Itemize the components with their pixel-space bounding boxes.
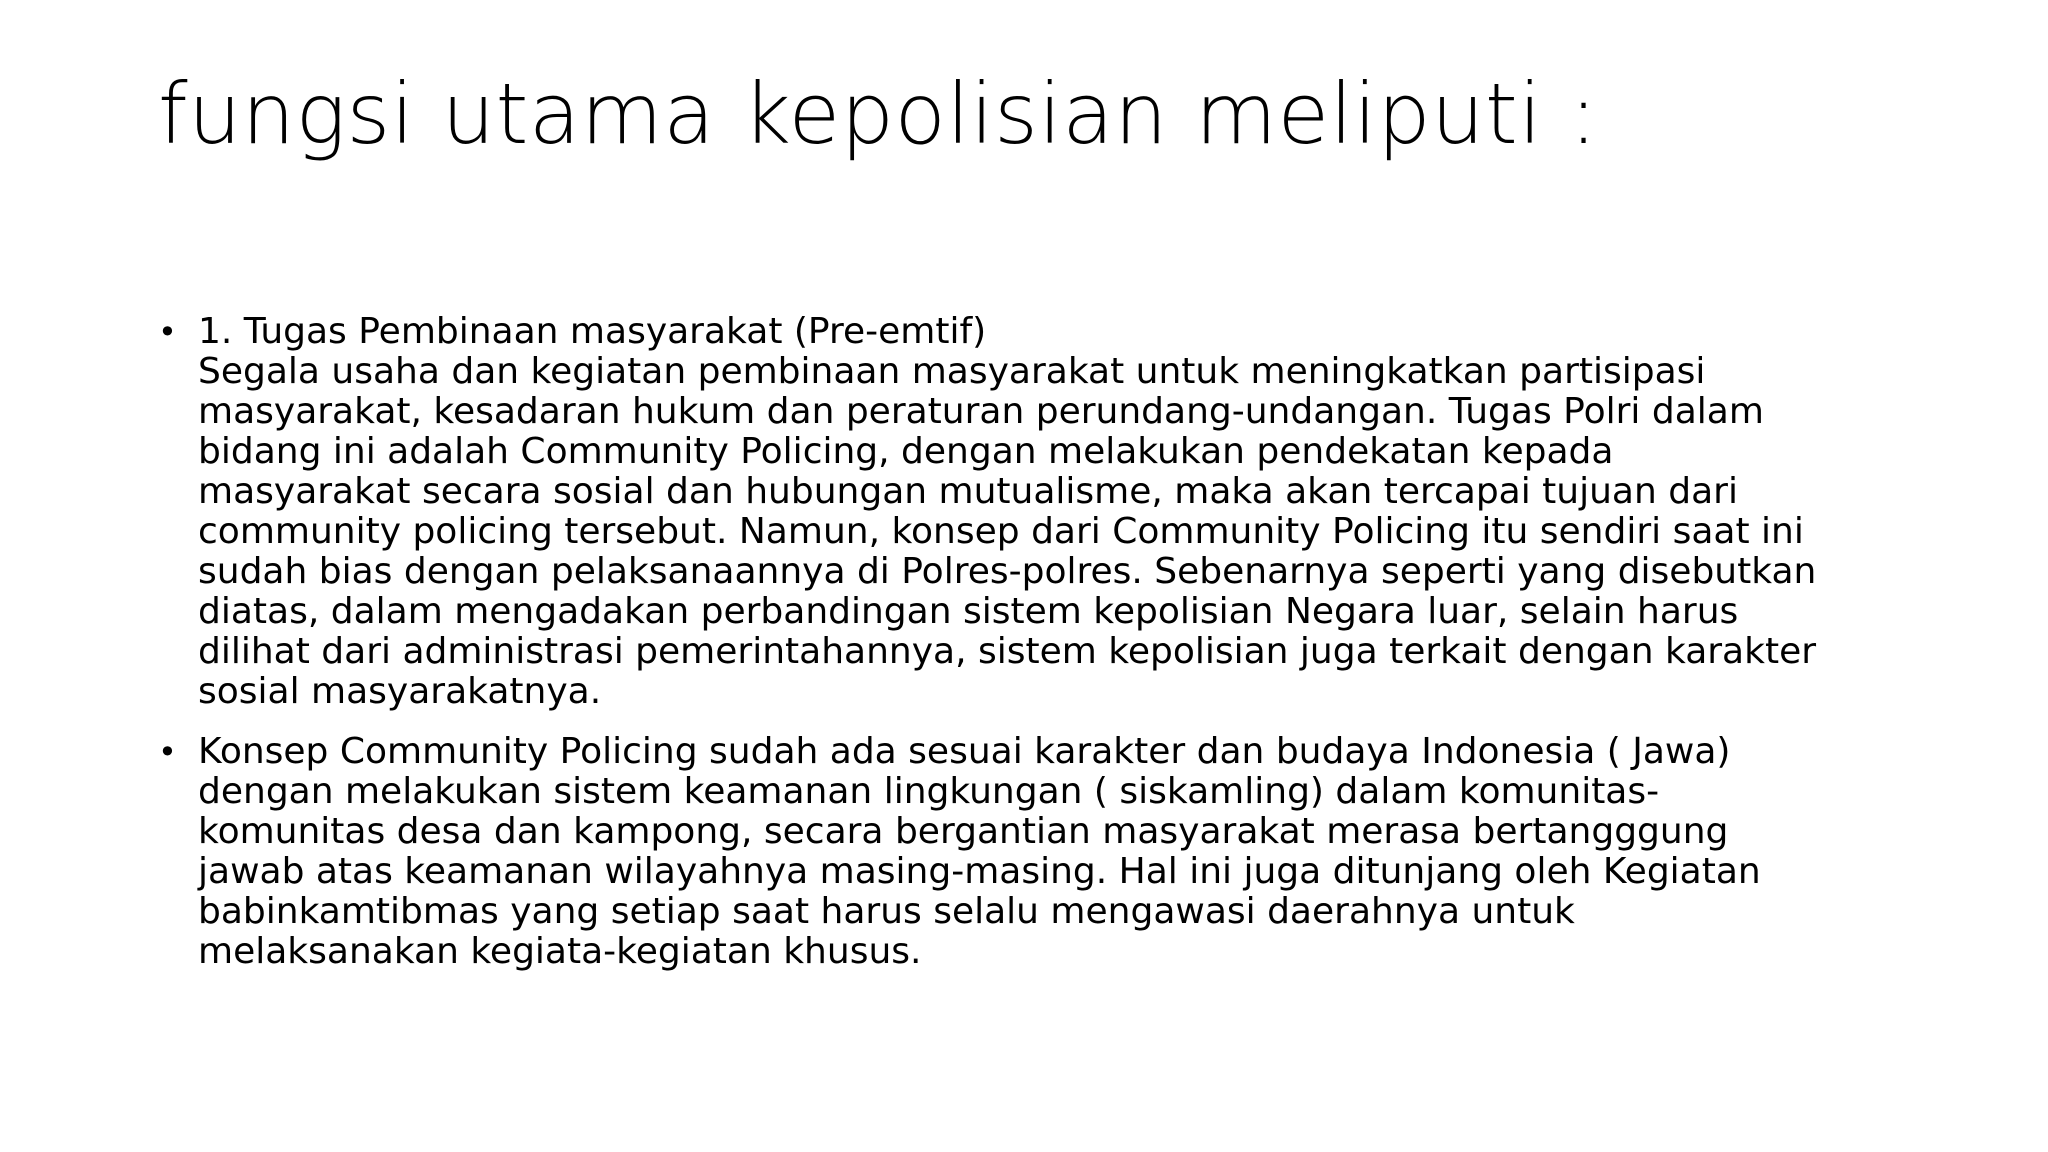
bullet-list: [158, 312, 1938, 992]
slide-title: fungsi utama kepolisian meliputi :: [158, 65, 1599, 163]
bullet-text-2: Konsep Community Policing sudah ada sesuai karakter dan budaya Indonesia ( Jawa) dengan melakukan sistem keamanan lingkungan ( siskamling) dalam komunitas- komunitas desa dan kampong, secara bergantian masyarakat merasa bertangggung jawab atas keamanan wilayahnya masing-masing. Hal ini juga ditunjang oleh Kegiatan babinkamtibmas yang setiap saat harus selalu mengawasi daerahnya untuk melaksanakan kegiata-kegiatan khusus.: [198, 731, 1761, 972]
bullet-marker: •: [158, 733, 177, 771]
bullet-item-1: [158, 312, 1938, 712]
bullet-marker: •: [158, 313, 177, 351]
bullet-text-1: 1. Tugas Pembinaan masyarakat (Pre-emtif) Segala usaha dan kegiatan pembinaan masyarakat untuk meningkatkan partisipasi masyarakat, kesadaran hukum dan peraturan perundang-undangan. Tugas Polri dalam bidang ini adalah Community Policing, dengan melakukan pendekatan kepada masyarakat secara sosial dan hubungan mutualisme, maka akan tercapai tujuan dari community policing tersebut. Namun, konsep dari Community Policing itu sendiri saat ini sudah bias dengan pelaksanaannya di Polres-polres. Sebenarnya seperti yang disebutkan diatas, dalam mengadakan perbandingan sistem kepolisian Negara luar, selain harus dilihat dari administrasi pemerintahannya, sistem kepolisian juga terkait dengan karakter sosial masyarakatnya.: [198, 311, 1817, 712]
bullet-item-2: [158, 732, 1938, 972]
